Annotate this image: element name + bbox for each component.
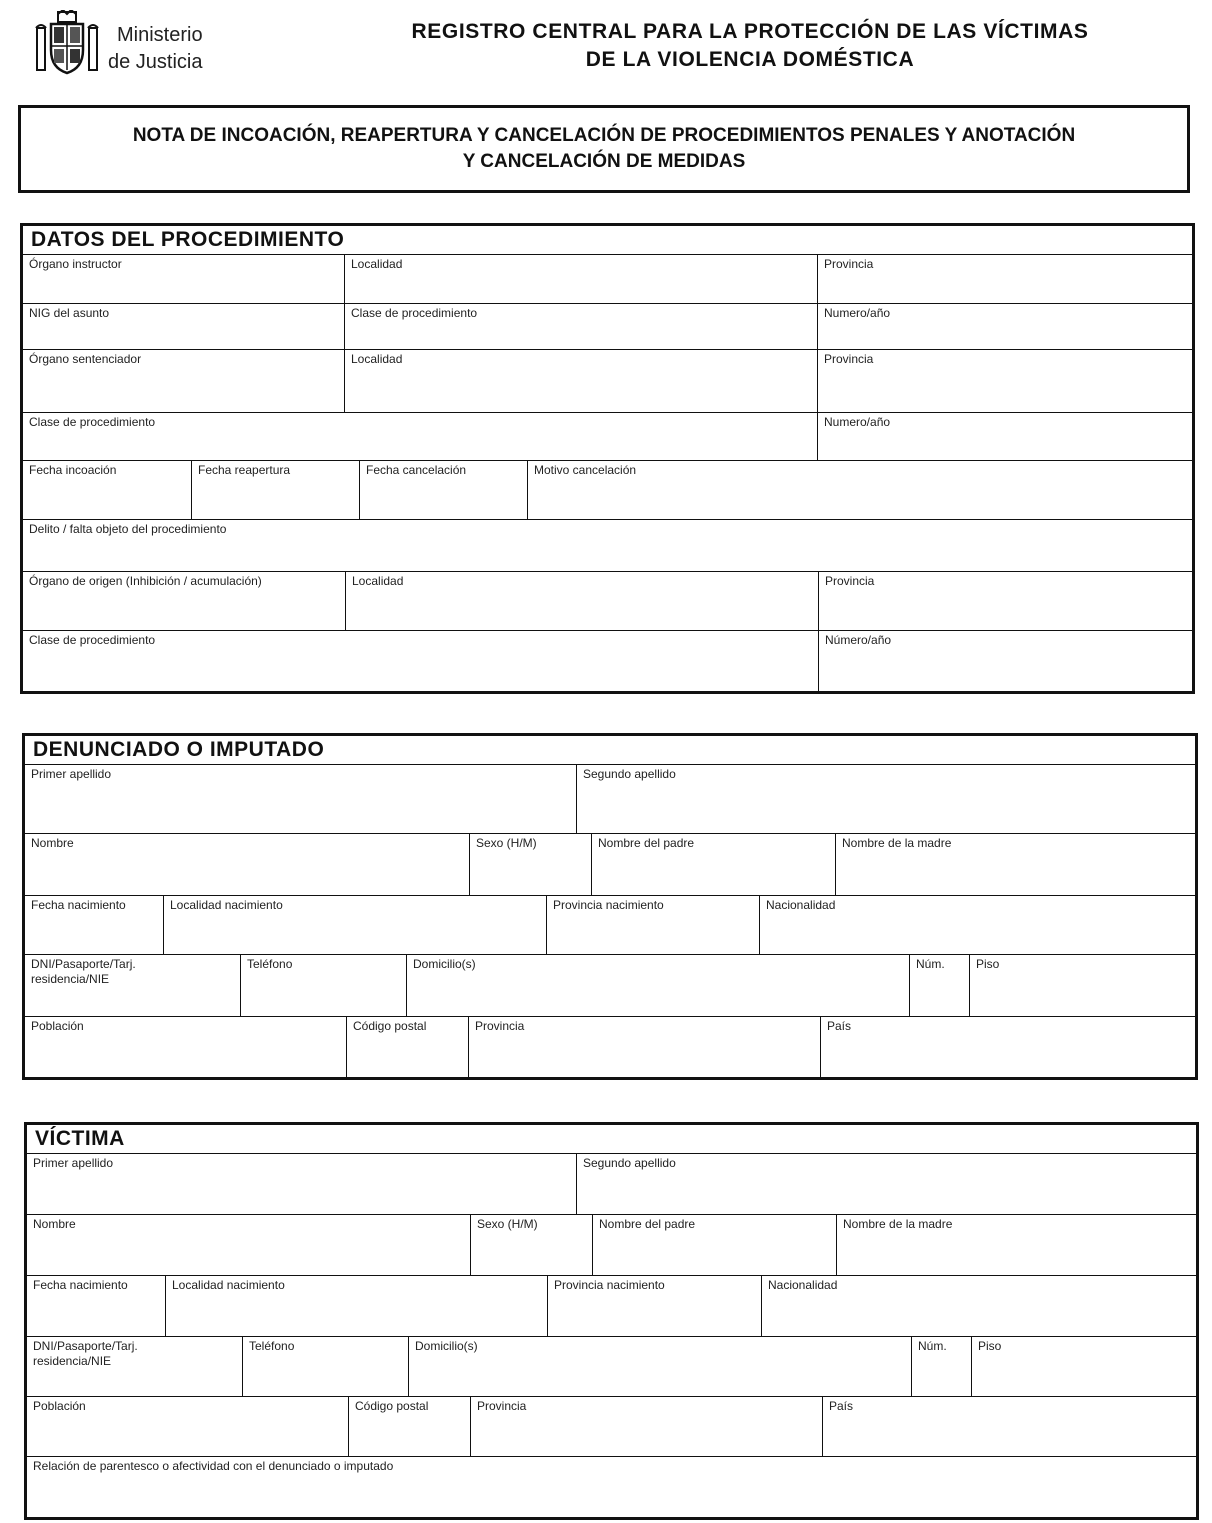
- field-label: Fecha reapertura: [198, 463, 291, 477]
- field-label: Código postal: [353, 1019, 427, 1033]
- denunciado-provincia-nacimiento-field[interactable]: [547, 896, 760, 954]
- victima-nombre-field[interactable]: [27, 1215, 471, 1275]
- field-label: Clase de procedimiento: [29, 633, 156, 647]
- subtitle-line1: NOTA DE INCOACIÓN, REAPERTURA Y CANCELACIÓN DE PROCEDIMIENTOS PENALES Y ANOTACIÓN: [132, 125, 1076, 146]
- victima-localidad-nacimiento-field[interactable]: [166, 1276, 548, 1336]
- denunciado-poblacion-field[interactable]: [25, 1017, 347, 1078]
- field-label: Fecha nacimiento: [31, 898, 126, 912]
- victima-nombre-padre-field[interactable]: [593, 1215, 837, 1275]
- procedimiento-section: [20, 223, 1195, 694]
- field-label: Nombre de la madre: [842, 836, 952, 850]
- field-label: Segundo apellido: [583, 1156, 676, 1170]
- field-label: Nombre de la madre: [843, 1217, 953, 1231]
- ministry-name: [108, 22, 203, 76]
- motivo-cancelacion-field[interactable]: [528, 461, 1192, 519]
- field-label: Primer apellido: [33, 1156, 114, 1170]
- victima-num-field[interactable]: [912, 1337, 972, 1396]
- field-label: Población: [31, 1019, 84, 1033]
- denunciado-fecha-nacimiento-field[interactable]: [25, 896, 164, 954]
- denunciado-piso-field[interactable]: [970, 955, 1195, 1016]
- field-label: DNI/Pasaporte/Tarj.: [31, 957, 136, 971]
- field-label: Teléfono: [247, 957, 293, 971]
- ministry-line1: Ministerio: [117, 24, 203, 46]
- victima-telefono-field[interactable]: [243, 1337, 409, 1396]
- field-label: Teléfono: [249, 1339, 295, 1353]
- denunciado-nombre-field[interactable]: [25, 834, 470, 895]
- field-label: País: [829, 1399, 854, 1413]
- field-label: Segundo apellido: [583, 767, 676, 781]
- numero-anio-origen-field[interactable]: [819, 631, 1192, 692]
- victima-pais-field[interactable]: [823, 1397, 1196, 1456]
- victima-section: [24, 1122, 1199, 1520]
- field-label: Localidad nacimiento: [170, 898, 283, 912]
- field-label: Localidad nacimiento: [172, 1278, 285, 1292]
- organo-sentenciador-field[interactable]: [23, 350, 345, 412]
- denunciado-provincia-field[interactable]: [469, 1017, 821, 1078]
- victima-codigo-postal-field[interactable]: [349, 1397, 471, 1456]
- field-label: Provincia nacimiento: [553, 898, 664, 912]
- field-label: Piso: [976, 957, 1000, 971]
- field-label: Provincia: [477, 1399, 527, 1413]
- field-label: Numero/año: [824, 415, 891, 429]
- victima-poblacion-field[interactable]: [27, 1397, 349, 1456]
- field-label: Nacionalidad: [766, 898, 836, 912]
- subtitle-line2: Y CANCELACIÓN DE MEDIDAS: [462, 151, 746, 172]
- subtitle-box: [18, 105, 1190, 193]
- provincia-field[interactable]: [818, 255, 1192, 303]
- victima-sexo-field[interactable]: [471, 1215, 593, 1275]
- victima-relacion-field[interactable]: [27, 1457, 1196, 1519]
- denunciado-codigo-postal-field[interactable]: [347, 1017, 469, 1078]
- field-label: Nacionalidad: [768, 1278, 838, 1292]
- field-label: País: [827, 1019, 852, 1033]
- field-label: Provincia: [824, 257, 874, 271]
- title-line2: DE LA VIOLENCIA DOMÉSTICA: [585, 48, 915, 71]
- procedimiento-title: DATOS DEL PROCEDIMIENTO: [23, 226, 1192, 255]
- nig-asunto-field[interactable]: [23, 304, 345, 349]
- title-line1: REGISTRO CENTRAL PARA LA PROTECCIÓN DE LAS VÍCTIMAS: [411, 20, 1089, 43]
- field-label: DNI/Pasaporte/Tarj.: [33, 1339, 138, 1353]
- provincia-sentenciador-field[interactable]: [818, 350, 1192, 412]
- victima-fecha-nacimiento-field[interactable]: [27, 1276, 166, 1336]
- field-label: Piso: [978, 1339, 1002, 1353]
- field-label: Población: [33, 1399, 86, 1413]
- field-label: Domicilio(s): [413, 957, 476, 971]
- denunciado-domicilio-field[interactable]: [407, 955, 910, 1016]
- victima-domicilio-field[interactable]: [409, 1337, 912, 1396]
- field-label: Fecha cancelación: [366, 463, 467, 477]
- field-label: Localidad: [352, 574, 404, 588]
- document-title: [300, 18, 1200, 74]
- denunciado-nacionalidad-field[interactable]: [760, 896, 1195, 954]
- field-label: Clase de procedimiento: [351, 306, 478, 320]
- victima-nacionalidad-field[interactable]: [762, 1276, 1196, 1336]
- organo-origen-field[interactable]: [23, 572, 346, 630]
- victima-segundo-apellido-field[interactable]: [577, 1154, 1196, 1214]
- delito-falta-field[interactable]: [23, 520, 1192, 571]
- victima-provincia-field[interactable]: [471, 1397, 823, 1456]
- denunciado-title: DENUNCIADO O IMPUTADO: [25, 736, 1195, 765]
- field-label: Provincia: [475, 1019, 525, 1033]
- field-label: Órgano instructor: [29, 257, 122, 271]
- field-label: Fecha incoación: [29, 463, 117, 477]
- provincia-origen-field[interactable]: [819, 572, 1192, 630]
- field-label: residencia/NIE: [33, 1354, 112, 1368]
- fecha-incoacion-field[interactable]: [23, 461, 192, 519]
- denunciado-sexo-field[interactable]: [470, 834, 592, 895]
- field-label: Domicilio(s): [415, 1339, 478, 1353]
- denunciado-telefono-field[interactable]: [241, 955, 407, 1016]
- field-label: Nombre del padre: [598, 836, 695, 850]
- victima-nombre-madre-field[interactable]: [837, 1215, 1196, 1275]
- denunciado-nombre-madre-field[interactable]: [836, 834, 1195, 895]
- fecha-reapertura-field[interactable]: [192, 461, 360, 519]
- field-label: Sexo (H/M): [476, 836, 537, 850]
- denunciado-primer-apellido-field[interactable]: [25, 765, 577, 833]
- field-label: residencia/NIE: [31, 972, 110, 986]
- fecha-cancelacion-field[interactable]: [360, 461, 528, 519]
- denunciado-num-field[interactable]: [910, 955, 970, 1016]
- field-label: Delito / falta objeto del procedimiento: [29, 522, 227, 536]
- field-label: Sexo (H/M): [477, 1217, 538, 1231]
- denunciado-dni-field[interactable]: [25, 955, 241, 1016]
- field-label: Fecha nacimiento: [33, 1278, 128, 1292]
- field-label: Provincia: [824, 352, 874, 366]
- localidad-sentenciador-field[interactable]: [345, 350, 818, 412]
- spanish-coat-of-arms-icon: [34, 10, 100, 76]
- field-label: Relación de parentesco o afectividad con el denunciado o imputado: [33, 1459, 394, 1473]
- field-label: Localidad: [351, 257, 403, 271]
- field-label: NIG del asunto: [29, 306, 110, 320]
- localidad-origen-field[interactable]: [346, 572, 819, 630]
- denunciado-pais-field[interactable]: [821, 1017, 1195, 1078]
- field-label: Nombre: [33, 1217, 76, 1231]
- field-label: Órgano sentenciador: [29, 352, 142, 366]
- field-label: Motivo cancelación: [534, 463, 637, 477]
- victima-dni-field[interactable]: [27, 1337, 243, 1396]
- field-label: Clase de procedimiento: [29, 415, 156, 429]
- numero-anio-field[interactable]: [818, 304, 1192, 349]
- denunciado-localidad-nacimiento-field[interactable]: [164, 896, 547, 954]
- field-label: Órgano de origen (Inhibición / acumulación): [29, 574, 262, 588]
- field-label: Código postal: [355, 1399, 429, 1413]
- field-label: Núm.: [916, 957, 945, 971]
- clase-procedimiento-field[interactable]: [345, 304, 818, 349]
- victima-title: VÍCTIMA: [27, 1125, 1196, 1154]
- field-label: Numero/año: [824, 306, 891, 320]
- field-label: Nombre del padre: [599, 1217, 696, 1231]
- numero-anio-sentenciador-field[interactable]: [818, 413, 1192, 460]
- victima-piso-field[interactable]: [972, 1337, 1196, 1396]
- field-label: Primer apellido: [31, 767, 112, 781]
- victima-primer-apellido-field[interactable]: [27, 1154, 577, 1214]
- field-label: Provincia: [825, 574, 875, 588]
- field-label: Nombre: [31, 836, 74, 850]
- denunciado-nombre-padre-field[interactable]: [592, 834, 836, 895]
- field-label: Núm.: [918, 1339, 947, 1353]
- field-label: Localidad: [351, 352, 403, 366]
- denunciado-segundo-apellido-field[interactable]: [577, 765, 1195, 833]
- victima-provincia-nacimiento-field[interactable]: [548, 1276, 762, 1336]
- denunciado-section: [22, 733, 1198, 1080]
- ministry-line2: de Justicia: [108, 51, 203, 73]
- clase-procedimiento-origen-field[interactable]: [23, 631, 819, 692]
- clase-procedimiento-sentenciador-field[interactable]: [23, 413, 818, 460]
- field-label: Provincia nacimiento: [554, 1278, 665, 1292]
- field-label: Número/año: [825, 633, 892, 647]
- localidad-field[interactable]: [345, 255, 818, 303]
- organo-instructor-field[interactable]: [23, 255, 345, 303]
